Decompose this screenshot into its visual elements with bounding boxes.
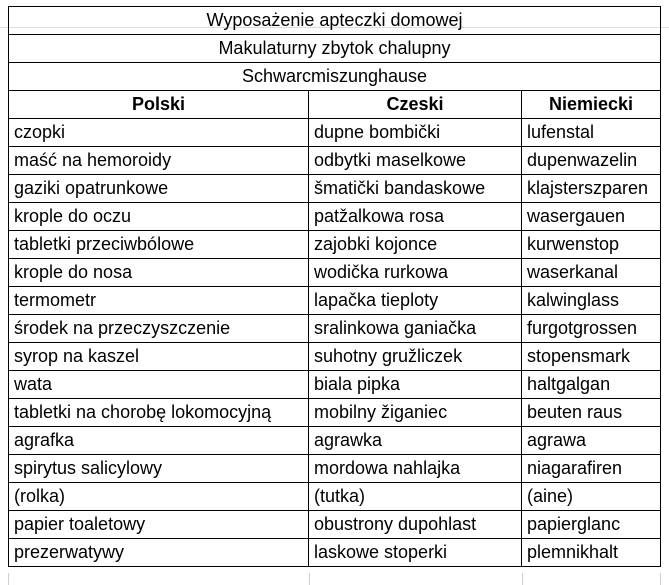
cell-niemiecki[interactable]: waserkanal xyxy=(522,259,661,287)
table-row xyxy=(9,259,661,287)
cell-polski[interactable]: prezerwatywy xyxy=(9,539,309,567)
cell-czeski[interactable]: obustrony dupohlast xyxy=(309,511,522,539)
translation-table xyxy=(8,6,661,567)
cell-niemiecki[interactable]: klajsterszparen xyxy=(522,175,661,203)
cell-czeski[interactable]: suhotny gružliczek xyxy=(309,343,522,371)
table-row xyxy=(9,455,661,483)
table-row xyxy=(9,287,661,315)
header-row xyxy=(9,91,661,119)
cell-polski[interactable]: agrafka xyxy=(9,427,309,455)
cell-niemiecki[interactable]: wasergauen xyxy=(522,203,661,231)
empty-grid-area xyxy=(8,573,661,585)
cell-polski[interactable]: gaziki opatrunkowe xyxy=(9,175,309,203)
cell-polski[interactable]: syrop na kaszel xyxy=(9,343,309,371)
cell-niemiecki[interactable]: stopensmark xyxy=(522,343,661,371)
cell-polski[interactable]: maść na hemoroidy xyxy=(9,147,309,175)
cell-czeski[interactable]: biala pipka xyxy=(309,371,522,399)
table-row xyxy=(9,483,661,511)
cell-polski[interactable]: wata xyxy=(9,371,309,399)
cell-polski[interactable]: termometr xyxy=(9,287,309,315)
header-niemiecki[interactable]: Niemiecki xyxy=(522,91,661,119)
cell-czeski[interactable]: šmatički bandaskowe xyxy=(309,175,522,203)
cell-polski[interactable]: środek na przeczyszczenie xyxy=(9,315,309,343)
table-row xyxy=(9,175,661,203)
cell-niemiecki[interactable]: agrawa xyxy=(522,427,661,455)
title-cell-1[interactable]: Wyposażenie apteczki domowej xyxy=(9,7,661,35)
title-cell-2[interactable]: Makulaturny zbytok chalupny xyxy=(9,35,661,63)
table-row xyxy=(9,371,661,399)
cell-niemiecki[interactable]: haltgalgan xyxy=(522,371,661,399)
table-row xyxy=(9,343,661,371)
cell-polski[interactable]: tabletki przeciwbólowe xyxy=(9,231,309,259)
table-row xyxy=(9,399,661,427)
cell-niemiecki[interactable]: kalwinglass xyxy=(522,287,661,315)
title-row xyxy=(9,7,661,35)
header-polski[interactable]: Polski xyxy=(9,91,309,119)
cell-czeski[interactable]: dupne bombički xyxy=(309,119,522,147)
cell-czeski[interactable]: laskowe stoperki xyxy=(309,539,522,567)
cell-polski[interactable]: czopki xyxy=(9,119,309,147)
cell-niemiecki[interactable]: plemnikhalt xyxy=(522,539,661,567)
cell-polski[interactable]: krople do nosa xyxy=(9,259,309,287)
cell-polski[interactable]: tabletki na chorobę lokomocyjną xyxy=(9,399,309,427)
table-row xyxy=(9,511,661,539)
title-row xyxy=(9,35,661,63)
table-row xyxy=(9,315,661,343)
table-row xyxy=(9,203,661,231)
cell-czeski[interactable]: patžalkowa rosa xyxy=(309,203,522,231)
cell-czeski[interactable]: wodička rurkowa xyxy=(309,259,522,287)
cell-polski[interactable]: (rolka) xyxy=(9,483,309,511)
table-row xyxy=(9,427,661,455)
table-row xyxy=(9,231,661,259)
cell-niemiecki[interactable]: beuten raus xyxy=(522,399,661,427)
cell-czeski[interactable]: (tutka) xyxy=(309,483,522,511)
title-cell-3[interactable]: Schwarcmiszunghause xyxy=(9,63,661,91)
cell-niemiecki[interactable]: furgotgrossen xyxy=(522,315,661,343)
cell-polski[interactable]: papier toaletowy xyxy=(9,511,309,539)
cell-czeski[interactable]: mordowa nahlajka xyxy=(309,455,522,483)
title-row xyxy=(9,63,661,91)
cell-niemiecki[interactable]: kurwenstop xyxy=(522,231,661,259)
cell-czeski[interactable]: lapačka tieploty xyxy=(309,287,522,315)
cell-niemiecki[interactable]: lufenstal xyxy=(522,119,661,147)
cell-czeski[interactable]: mobilny žiganiec xyxy=(309,399,522,427)
cell-polski[interactable]: krople do oczu xyxy=(9,203,309,231)
cell-niemiecki[interactable]: niagarafiren xyxy=(522,455,661,483)
cell-czeski[interactable]: odbytki maselkowe xyxy=(309,147,522,175)
cell-czeski[interactable]: agrawka xyxy=(309,427,522,455)
header-czeski[interactable]: Czeski xyxy=(309,91,522,119)
table-row xyxy=(9,539,661,567)
cell-niemiecki[interactable]: (aine) xyxy=(522,483,661,511)
cell-czeski[interactable]: zajobki kojonce xyxy=(309,231,522,259)
table-row xyxy=(9,147,661,175)
table-row xyxy=(9,119,661,147)
cell-niemiecki[interactable]: dupenwazelin xyxy=(522,147,661,175)
cell-niemiecki[interactable]: papierglanc xyxy=(522,511,661,539)
cell-czeski[interactable]: sralinkowa ganiačka xyxy=(309,315,522,343)
cell-polski[interactable]: spirytus salicylowy xyxy=(9,455,309,483)
